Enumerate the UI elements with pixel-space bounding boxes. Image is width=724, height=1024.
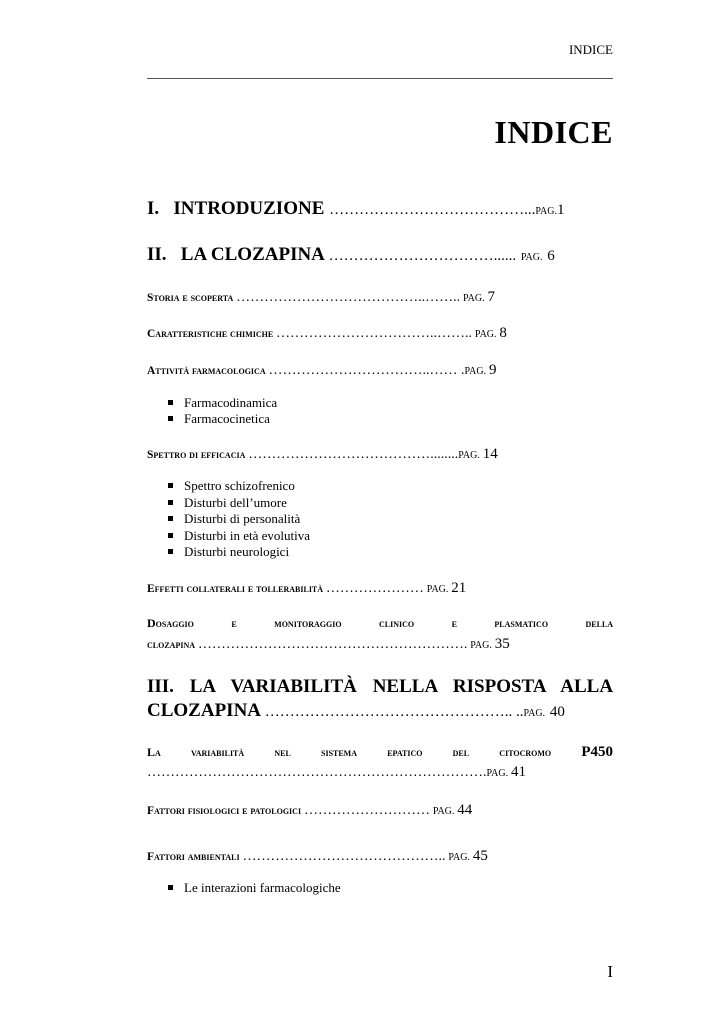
word: variabilità: [190, 745, 245, 759]
entry-pag: PAG.: [535, 206, 557, 217]
section-title: Storia e scoperta: [147, 292, 234, 304]
section-page: 35: [494, 636, 510, 652]
section-pag: PAG.: [432, 806, 455, 817]
section-title: Fattori ambientali: [147, 851, 240, 863]
word: RISPOSTA: [452, 676, 546, 697]
list-item: [168, 395, 277, 411]
word: plasmatico: [494, 616, 549, 630]
header-text: INDICE: [568, 42, 613, 57]
toc-section-dosaggio-line2: [147, 636, 613, 653]
section-title: Caratteristiche chimiche: [147, 328, 274, 340]
section-pag: PAG.: [448, 852, 470, 863]
section-pag: PAG.: [470, 640, 492, 651]
section-page: 21: [451, 580, 467, 596]
word: epatico: [387, 745, 423, 759]
bullet-square-icon: [168, 416, 173, 421]
toc-entry-clozapina: [147, 244, 613, 266]
word: P450: [581, 744, 614, 760]
section-pag: PAG.: [463, 293, 485, 304]
section-title: clozapina: [147, 639, 196, 651]
toc-section-citocromo-line2: [147, 764, 613, 781]
section-dots: ……………………………………………………………….: [147, 765, 487, 780]
section-pag: PAG.: [474, 329, 497, 340]
section-dots: …………………: [325, 581, 424, 596]
section-title: Fattori fisiologici e patologici: [147, 805, 302, 817]
toc-section-effetti: [147, 580, 613, 597]
entry-number: II.: [147, 244, 167, 265]
section-title: Attività farmacologica: [147, 365, 266, 377]
list-item-text: Disturbi di personalità: [184, 511, 301, 526]
entry-title: CLOZAPINA: [147, 700, 260, 721]
word: sistema: [321, 745, 358, 759]
bullet-square-icon: [168, 500, 173, 505]
bullet-square-icon: [168, 533, 173, 538]
section-dots: …………………………………..……..: [236, 290, 461, 305]
list-item-text: Spettro schizofrenico: [184, 478, 295, 493]
word: e: [451, 616, 457, 630]
bullet-square-icon: [168, 885, 173, 890]
toc-entry-introduzione: [147, 198, 613, 220]
section-pag: PAG.: [458, 450, 480, 461]
list-item-text: Disturbi dell’umore: [184, 495, 287, 510]
entry-pag: PAG.: [523, 708, 546, 719]
section-dots: ………………………………………………….: [197, 637, 468, 652]
list-item-text: Disturbi in età evolutiva: [184, 528, 311, 543]
word: monitoraggio: [274, 616, 342, 630]
bullet-square-icon: [168, 549, 173, 554]
word: clinico: [379, 616, 415, 630]
list-item: [168, 478, 295, 494]
word: LA: [189, 676, 216, 697]
section-pag: PAG.: [486, 768, 509, 779]
word: citocromo: [499, 745, 552, 759]
word: Dosaggio: [147, 616, 194, 630]
section-title: Effetti collaterali e tollerabilità: [147, 583, 324, 595]
section-dots: …………………………………........: [248, 447, 459, 462]
toc-section-caratteristiche: [147, 325, 613, 342]
toc-section-citocromo-line1: [147, 744, 613, 761]
section-page: 45: [472, 848, 488, 864]
toc-section-storia: [147, 289, 613, 306]
section-dots: ………………………: [303, 803, 430, 818]
section-dots: ……………………………………..: [242, 849, 446, 864]
entry-page: 6: [547, 248, 555, 264]
section-pag: PAG.: [426, 584, 449, 595]
page-number: I: [607, 962, 613, 981]
section-page: 7: [487, 289, 495, 305]
toc-entry-variabilita-line2: [147, 700, 613, 722]
word: NELLA: [372, 676, 438, 697]
entry-number: I.: [147, 198, 160, 219]
entry-title: INTRODUZIONE: [173, 198, 325, 219]
section-page: 41: [510, 764, 526, 780]
list-item-text: Le interazioni farmacologiche: [184, 880, 341, 895]
list-item: [168, 511, 300, 527]
word: La: [147, 745, 161, 759]
section-pag: PAG.: [464, 366, 487, 377]
toc-section-fattori-ambientali: [147, 848, 613, 865]
bullet-square-icon: [168, 483, 173, 488]
list-item-text: Disturbi neurologici: [184, 544, 290, 559]
entry-page: 40: [549, 704, 565, 720]
section-page: 14: [482, 446, 498, 462]
toc-section-attivita: [147, 362, 613, 379]
list-item: [168, 411, 270, 427]
word: del: [452, 745, 470, 759]
entry-dots: …………………………………...: [329, 202, 536, 218]
toc-section-spettro: [147, 446, 613, 463]
list-item: [168, 544, 289, 560]
entry-dots: ……………………………......: [328, 248, 517, 264]
toc-section-fattori-fisiologici: [147, 802, 613, 819]
word: e: [231, 616, 237, 630]
list-item: [168, 528, 310, 544]
entry-title: LA CLOZAPINA: [180, 244, 324, 265]
running-header: [147, 42, 613, 79]
bullet-square-icon: [168, 516, 173, 521]
section-page: 44: [457, 802, 473, 818]
list-item-text: Farmacocinetica: [184, 411, 270, 426]
word: III.: [147, 676, 174, 697]
list-item: [168, 495, 287, 511]
list-item-text: Farmacodinamica: [184, 395, 278, 410]
page-title: INDICE: [494, 114, 613, 150]
section-page: 8: [499, 325, 507, 341]
entry-dots: ………………………………………….. ..: [264, 704, 524, 720]
section-dots: ……………………………..…… .: [268, 363, 465, 378]
list-item: [168, 880, 341, 896]
entry-page: 1: [556, 202, 565, 218]
word: nel: [274, 745, 291, 759]
section-title: Spettro di efficacia: [147, 449, 246, 461]
bullet-square-icon: [168, 400, 173, 405]
toc-entry-variabilita-line1: [147, 676, 613, 698]
word: ALLA: [560, 676, 614, 697]
entry-pag: PAG.: [520, 252, 543, 263]
section-page: 9: [488, 362, 497, 378]
word: della: [585, 616, 614, 630]
section-dots: ……………………………..……..: [276, 326, 473, 341]
word: VARIABILITÀ: [230, 676, 357, 697]
toc-section-dosaggio-line1: [147, 616, 613, 631]
